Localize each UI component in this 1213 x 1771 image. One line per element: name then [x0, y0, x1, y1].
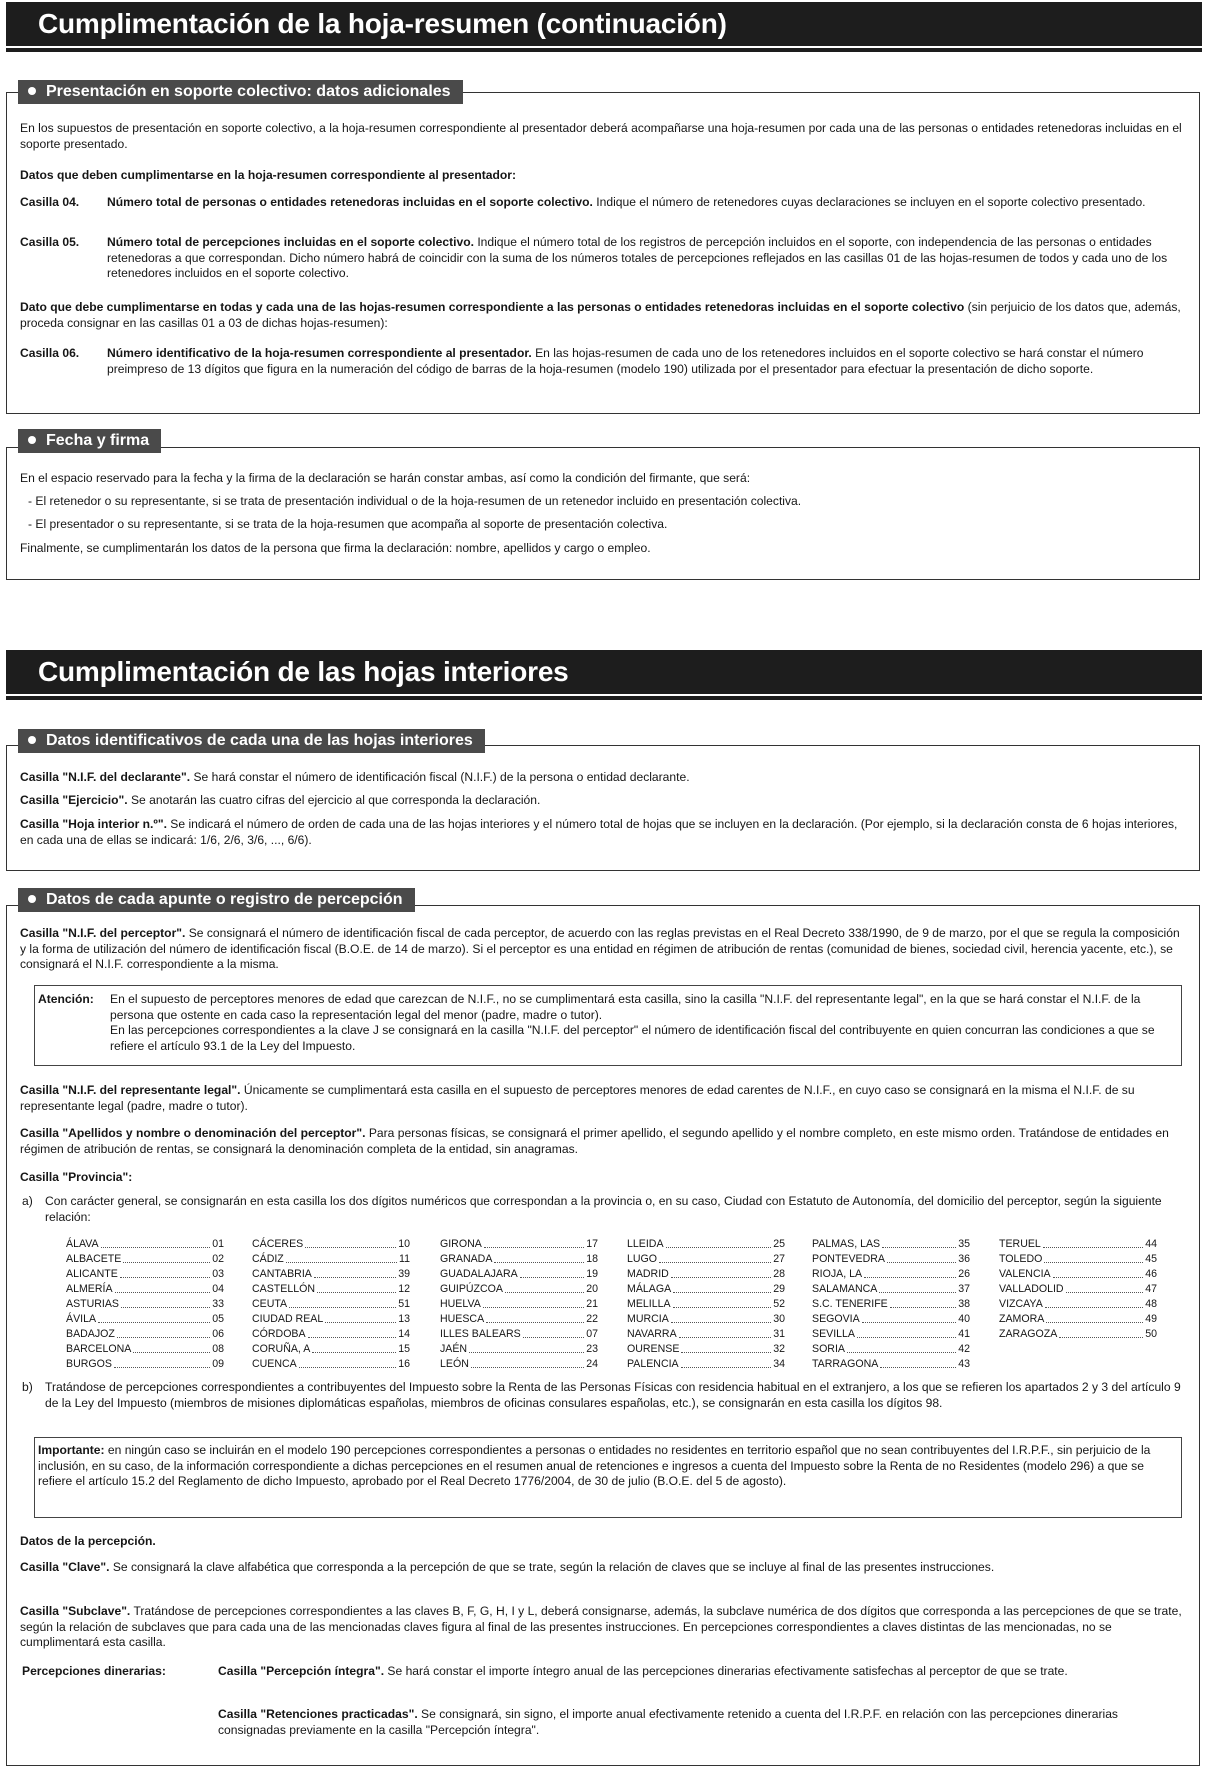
- province-name: GUIPÚZCOA: [440, 1283, 503, 1295]
- dot-leader: [115, 1282, 211, 1293]
- dot-leader: [286, 1252, 397, 1263]
- section-header-hoja-resumen: [6, 2, 1202, 46]
- province-code: 15: [398, 1343, 410, 1355]
- province-name: SORIA: [812, 1343, 845, 1355]
- dot-leader: [325, 1312, 396, 1323]
- province-code: 11: [399, 1253, 410, 1265]
- province-name: TARRAGONA: [812, 1358, 879, 1370]
- province-code: 30: [773, 1313, 785, 1325]
- dot-leader: [1043, 1237, 1143, 1248]
- province-code: 01: [212, 1238, 224, 1250]
- province-code: 25: [773, 1238, 785, 1250]
- province-row: [999, 1252, 1157, 1267]
- province-row: [66, 1252, 224, 1267]
- subsection-tag-label: Presentación en soporte colectivo: datos adicionales: [46, 83, 451, 100]
- province-code: 10: [398, 1238, 410, 1250]
- fecha-line-3: - El presentador o su representante, si se trata de la hoja-resumen que acompaña al soporte de presentación colectiva.: [28, 517, 668, 531]
- province-code: 34: [773, 1358, 785, 1370]
- dot-leader: [289, 1297, 396, 1308]
- casilla-06-desc: En las hojas-resumen de cada uno de los retenedores incluidos en el soporte colectivo se hará constar el número preimpreso de 13 dígitos que figura en la numeración del código de barras de la hoja-resumen (modelo 190) utilizada por el presentador para efectuar la presentación de dicho soporte.: [107, 346, 1144, 376]
- dot-leader: [117, 1327, 210, 1338]
- atencion-p2: En las percepciones correspondientes a la clave J se consignará en la casilla "N.I.F. del perceptor" el número de identificación fiscal del contribuyente en quien concurran las condiciones a que se refiere el artículo 93.1 de la Ley del Impuesto.: [110, 1023, 1155, 1053]
- dot-leader: [864, 1267, 956, 1278]
- province-row: [66, 1342, 224, 1357]
- province-code: 26: [958, 1268, 970, 1280]
- province-column-6: [999, 1237, 1157, 1342]
- section-title: Cumplimentación de las hojas interiores: [38, 656, 569, 687]
- province-name: BADAJOZ: [66, 1328, 115, 1340]
- casilla-percepcion-integra-title: Casilla "Percepción íntegra".: [218, 1664, 385, 1678]
- datos-percepcion-heading: Datos de la percepción.: [20, 1534, 156, 1548]
- province-code: 14: [398, 1328, 410, 1340]
- province-row: [627, 1357, 785, 1372]
- retenedoras-heading-bold: Dato que debe cumplimentarse en todas y cada una de las hojas-resumen correspondiente a las personas o entidades retenedoras incluidas en el soporte colectivo: [20, 300, 965, 314]
- casilla-clave-desc: Se consignará la clave alfabética que corresponda a la percepción de que se trate, según la relación de claves que se incluye al final de las presentes instrucciones.: [109, 1560, 995, 1574]
- dot-leader: [308, 1327, 397, 1338]
- dot-leader: [133, 1342, 210, 1353]
- province-name: PALENCIA: [627, 1358, 679, 1370]
- casilla-apellidos-title: Casilla "Apellidos y nombre o denominación del perceptor".: [20, 1126, 366, 1140]
- dot-leader: [857, 1327, 956, 1338]
- province-name: TERUEL: [999, 1238, 1041, 1250]
- province-name: CUENCA: [252, 1358, 297, 1370]
- percepciones-dinerarias-label: Percepciones dinerarias:: [22, 1664, 166, 1678]
- province-name: LLEIDA: [627, 1238, 664, 1250]
- dot-leader: [1059, 1327, 1143, 1338]
- province-row: [812, 1342, 970, 1357]
- casilla-nif-representante-title: Casilla "N.I.F. del representante legal".: [20, 1083, 241, 1097]
- province-name: OURENSE: [627, 1343, 680, 1355]
- province-row: [252, 1237, 410, 1252]
- province-row: [812, 1267, 970, 1282]
- province-row: [627, 1252, 785, 1267]
- province-name: CORUÑA, A: [252, 1343, 311, 1355]
- province-row: [440, 1282, 598, 1297]
- header-underline: [6, 696, 1202, 700]
- province-name: SALAMANCA: [812, 1283, 878, 1295]
- province-code: 31: [773, 1328, 785, 1340]
- dot-leader: [312, 1342, 396, 1353]
- dot-leader: [101, 1237, 211, 1248]
- casilla-05-desc: Indique el número total de los registros de percepción incluidos en el soporte, con independencia de las personas o entidades retenedoras a que correspondan. Dicho número habrá de coincidir con la suma de los números totales de percepciones reflejados en las casillas 01 de las hojas-resumen de todos y cada uno de los retenedores incluidos en el soporte colectivo.: [107, 235, 1168, 280]
- retenedoras-heading-text: (sin perjuicio de los datos que, además, proceda consignar en las casillas 01 a 03 de dichas hojas-resumen):: [20, 300, 1181, 330]
- province-code: 47: [1145, 1283, 1157, 1295]
- province-name: MÁLAGA: [627, 1283, 672, 1295]
- bullet-icon: [28, 736, 36, 744]
- province-row: [999, 1282, 1157, 1297]
- dot-leader: [114, 1357, 210, 1368]
- province-row: [252, 1357, 410, 1372]
- province-row: [999, 1237, 1157, 1252]
- casilla-04-title: Número total de personas o entidades retenedoras incluidas en el soporte colectivo.: [107, 195, 593, 209]
- province-code: 46: [1145, 1268, 1157, 1280]
- province-code: 51: [398, 1298, 410, 1310]
- bullet-icon: [28, 436, 36, 444]
- casilla-05-label: Casilla 05.: [20, 235, 80, 249]
- casilla-06-label: Casilla 06.: [20, 346, 80, 360]
- subsection-tag-label: Datos de cada apunte o registro de percepción: [46, 891, 403, 908]
- casilla-nif-perceptor: [20, 926, 1188, 973]
- casilla-04-text: [107, 195, 1185, 211]
- province-name: HUELVA: [440, 1298, 481, 1310]
- province-code: 29: [773, 1283, 785, 1295]
- dot-leader: [659, 1252, 771, 1263]
- province-row: [999, 1297, 1157, 1312]
- dot-leader: [887, 1252, 956, 1263]
- casilla-ejercicio: [20, 793, 540, 809]
- province-row: [440, 1267, 598, 1282]
- province-code: 13: [398, 1313, 410, 1325]
- casilla-04-desc: Indique el número de retenedores cuyas declaraciones se incluyen en el soporte colectivo presentado.: [592, 195, 1146, 209]
- provincia-b-label: b): [22, 1380, 33, 1394]
- province-name: ALICANTE: [66, 1268, 118, 1280]
- province-name: ÁVILA: [66, 1313, 97, 1325]
- province-name: JAÉN: [440, 1343, 468, 1355]
- casilla-subclave-desc: Tratándose de percepciones correspondientes a las claves B, F, G, H, I y L, deberá consignarse, además, la subclave numérica de dos dígitos que corresponda a las percepciones de que se trate, según la relación de subclaves que para cada una de las mencionadas claves figura al final de las presentes instrucciones. En percepciones correspondientes a claves distintas de las mencionadas, no se cumplimentará esta casilla.: [20, 1604, 1182, 1649]
- province-row: [440, 1297, 598, 1312]
- province-name: S.C. TENERIFE: [812, 1298, 888, 1310]
- dot-leader: [1066, 1282, 1144, 1293]
- casilla-nif-representante: [20, 1083, 1188, 1114]
- dot-leader: [862, 1312, 957, 1323]
- dot-leader: [484, 1237, 584, 1248]
- dot-leader: [494, 1252, 584, 1263]
- dot-leader: [98, 1312, 210, 1323]
- casilla-ejercicio-desc: Se anotarán las cuatro cifras del ejercicio al que corresponda la declaración.: [127, 793, 541, 807]
- province-code: 27: [773, 1253, 785, 1265]
- province-code: 28: [773, 1268, 785, 1280]
- dot-leader: [520, 1267, 584, 1278]
- atencion-label: Atención:: [38, 992, 94, 1006]
- province-row: [66, 1357, 224, 1372]
- province-code: 43: [958, 1358, 970, 1370]
- province-name: SEVILLA: [812, 1328, 855, 1340]
- fecha-line-2: - El retenedor o su representante, si se trata de presentación individual o de la hoja-resumen de un retenedor incluido en presentación colectiva.: [28, 494, 802, 508]
- dot-leader: [317, 1282, 396, 1293]
- province-name: GRANADA: [440, 1253, 493, 1265]
- province-row: [812, 1357, 970, 1372]
- province-code: 16: [398, 1358, 410, 1370]
- casilla-ejercicio-title: Casilla "Ejercicio".: [20, 793, 128, 807]
- importante-desc: en ningún caso se incluirán en el modelo 190 percepciones correspondientes a personas o entidades no residentes en territorio español que no sean contribuyentes del I.R.P.F., sin perjuicio de la inclusión, en su caso, de la información correspondiente a dichas percepciones en el resumen anual de retenciones e ingresos a cuenta del Impuesto sobre la Renta de no Residentes (modelo 296) a que se refiere el artículo 15.2 del Reglamento de dicho Impuesto, aprobado por el Real Decreto 1776/2004, de 30 de julio (B.O.E. del 5 de agosto).: [38, 1443, 1151, 1488]
- province-name: ALMERÍA: [66, 1283, 113, 1295]
- province-column-2: [252, 1237, 410, 1372]
- province-code: 41: [958, 1328, 970, 1340]
- province-row: [252, 1327, 410, 1342]
- province-name: ILLES BALEARS: [440, 1328, 521, 1340]
- dot-leader: [681, 1357, 772, 1368]
- province-row: [999, 1312, 1157, 1327]
- dot-leader: [471, 1357, 584, 1368]
- province-name: CASTELLÓN: [252, 1283, 315, 1295]
- province-name: CÁCERES: [252, 1238, 304, 1250]
- province-name: LEÓN: [440, 1358, 469, 1370]
- subsection-tag-datos-identificativos: [18, 729, 485, 753]
- subsection-tag-datos-apunte: [18, 888, 415, 912]
- province-code: 49: [1145, 1313, 1157, 1325]
- casilla-05-title: Número total de percepciones incluidas en el soporte colectivo.: [107, 235, 474, 249]
- dot-leader: [880, 1357, 956, 1368]
- province-code: 08: [212, 1343, 224, 1355]
- casilla-percepcion-integra: [218, 1664, 1186, 1680]
- province-code: 03: [212, 1268, 224, 1280]
- subsection-tag-label: Datos identificativos de cada una de las hojas interiores: [46, 732, 473, 749]
- province-row: [440, 1312, 598, 1327]
- presentador-heading: Datos que deben cumplimentarse en la hoja-resumen correspondiente al presentador:: [20, 168, 516, 182]
- province-column-3: [440, 1237, 598, 1372]
- province-row: [999, 1327, 1157, 1342]
- dot-leader: [1045, 1297, 1143, 1308]
- province-row: [252, 1342, 410, 1357]
- province-name: PALMAS, LAS: [812, 1238, 881, 1250]
- dot-leader: [681, 1342, 771, 1353]
- province-code: 07: [586, 1328, 598, 1340]
- province-code: 36: [958, 1253, 970, 1265]
- province-name: CEUTA: [252, 1298, 288, 1310]
- casilla-retenciones-title: Casilla "Retenciones practicadas".: [218, 1707, 418, 1721]
- casilla-nif-declarante: [20, 770, 690, 786]
- province-name: CIUDAD REAL: [252, 1313, 324, 1325]
- dot-leader: [671, 1267, 771, 1278]
- province-code: 33: [212, 1298, 224, 1310]
- casilla-percepcion-integra-desc: Se hará constar el importe íntegro anual de las percepciones dinerarias efectivamente satisfechas al perceptor de que se trate.: [384, 1664, 1068, 1678]
- header-underline: [6, 48, 1202, 52]
- province-column-5: [812, 1237, 970, 1372]
- province-name: BURGOS: [66, 1358, 112, 1370]
- casilla-apellidos-desc: Para personas físicas, se consignará el primer apellido, el segundo apellido y el nombre completo, en este mismo orden. Tratándose de entidades en régimen de atribución de rentas, se consignará la denominación completa de la entidad, sin anagramas.: [20, 1126, 1169, 1156]
- province-name: HUESCA: [440, 1313, 485, 1325]
- province-name: ASTURIAS: [66, 1298, 119, 1310]
- provincia-b-text: Tratándose de percepciones correspondientes a contribuyentes del Impuesto sobre la Renta de las Personas Físicas con residencia habitual en el extranjero, a los que se refieren los apartados 2 y 3 del artículo 9 de la Ley del Impuesto (miembros de misiones diplomáticas españolas, miembros de oficinas consulares españolas, etc.), se consignarán en esta casilla los dígitos 98.: [45, 1380, 1181, 1410]
- province-row: [440, 1342, 598, 1357]
- province-row: [66, 1267, 224, 1282]
- province-row: [627, 1342, 785, 1357]
- fecha-line-4: Finalmente, se cumplimentarán los datos de la persona que firma la declaración: nombre, apellidos y cargo o empleo.: [20, 541, 651, 555]
- dot-leader: [879, 1282, 956, 1293]
- casilla-05-text: [107, 235, 1185, 282]
- province-name: PONTEVEDRA: [812, 1253, 885, 1265]
- casilla-clave: [20, 1560, 1188, 1576]
- province-row: [627, 1312, 785, 1327]
- province-name: SEGOVIA: [812, 1313, 860, 1325]
- province-code: 39: [398, 1268, 410, 1280]
- province-code: 20: [586, 1283, 598, 1295]
- province-name: CÓRDOBA: [252, 1328, 306, 1340]
- dot-leader: [299, 1357, 396, 1368]
- dot-leader: [469, 1342, 584, 1353]
- province-row: [812, 1297, 970, 1312]
- province-code: 32: [773, 1343, 785, 1355]
- section-header-hojas-interiores: [6, 650, 1202, 694]
- province-name: BARCELONA: [66, 1343, 132, 1355]
- casilla-apellidos: [20, 1126, 1188, 1157]
- dot-leader: [314, 1267, 396, 1278]
- province-code: 45: [1145, 1253, 1157, 1265]
- province-name: VALLADOLID: [999, 1283, 1064, 1295]
- dot-leader: [847, 1342, 956, 1353]
- province-code: 24: [586, 1358, 598, 1370]
- casilla-nif-declarante-title: Casilla "N.I.F. del declarante".: [20, 770, 191, 784]
- province-name: MELILLA: [627, 1298, 671, 1310]
- dot-leader: [121, 1297, 210, 1308]
- province-row: [66, 1312, 224, 1327]
- province-row: [999, 1267, 1157, 1282]
- intro-text: En los supuestos de presentación en soporte colectivo, a la hoja-resumen correspondiente al presentador deberá acompañarse una hoja-resumen por cada una de las personas o entidades retenedoras incluidas en el soporte presentado.: [20, 121, 1182, 151]
- casilla-06-text: [107, 346, 1185, 377]
- casilla-retenciones-desc: Se consignará, sin signo, el importe anual efectivamente retenido a cuenta del I.R.P.F. en relación con las percepciones dinerarias consignadas previamente en la casilla "Percepción íntegra".: [218, 1707, 1118, 1737]
- province-code: 23: [586, 1343, 598, 1355]
- province-row: [252, 1297, 410, 1312]
- province-row: [252, 1252, 410, 1267]
- atencion-p1: En el supuesto de perceptores menores de edad que carezcan de N.I.F., no se cumplimentará esta casilla, sino la casilla "N.I.F. del representante legal", en la que se hará constar el N.I.F. de la persona que ostente en cada caso la representación legal del menor (padre, madre o tutor).: [110, 992, 1141, 1022]
- casilla-hoja-interior-desc: Se indicará el número de orden de cada una de las hojas interiores y el número total de hojas que se incluyen en la declaración. (Por ejemplo, si la declaración consta de 6 hojas interiores, en cada una de ellas se indicará: 1/6, 2/6, 3/6, ..., 6/6).: [20, 817, 1178, 847]
- province-row: [252, 1282, 410, 1297]
- province-name: ZARAGOZA: [999, 1328, 1058, 1340]
- province-name: RIOJA, LA: [812, 1268, 863, 1280]
- casilla-retenciones: [218, 1707, 1186, 1738]
- dot-leader: [1053, 1267, 1144, 1278]
- dot-leader: [1046, 1312, 1143, 1323]
- province-row: [812, 1237, 970, 1252]
- casilla-hoja-interior: [20, 817, 1188, 848]
- retenedoras-heading: [20, 300, 1185, 331]
- bullet-icon: [28, 87, 36, 95]
- province-code: 12: [398, 1283, 410, 1295]
- province-code: 38: [958, 1298, 970, 1310]
- fecha-line-1: En el espacio reservado para la fecha y la firma de la declaración se harán constar ambas, así como la condición del firmante, que será:: [20, 471, 751, 485]
- importante-label: Importante:: [38, 1443, 105, 1457]
- casilla-subclave: [20, 1604, 1188, 1651]
- subsection-tag-fecha-firma: [18, 429, 161, 453]
- province-name: CÁDIZ: [252, 1253, 284, 1265]
- province-code: 02: [212, 1253, 224, 1265]
- province-code: 48: [1145, 1298, 1157, 1310]
- province-name: MURCIA: [627, 1313, 669, 1325]
- province-name: MADRID: [627, 1268, 669, 1280]
- province-name: LUGO: [627, 1253, 658, 1265]
- province-code: 06: [212, 1328, 224, 1340]
- dot-leader: [890, 1297, 956, 1308]
- dot-leader: [483, 1297, 584, 1308]
- section-title: Cumplimentación de la hoja-resumen (continuación): [38, 8, 727, 39]
- casilla-hoja-interior-title: Casilla "Hoja interior n.º".: [20, 817, 167, 831]
- dot-leader: [120, 1267, 210, 1278]
- dot-leader: [671, 1312, 771, 1323]
- casilla-provincia-heading: Casilla "Provincia":: [20, 1170, 133, 1184]
- casilla-nif-declarante-desc: Se hará constar el número de identificación fiscal (N.I.F.) de la persona o entidad declarante.: [190, 770, 690, 784]
- province-code: 44: [1145, 1238, 1157, 1250]
- provincia-a-label: a): [22, 1194, 33, 1208]
- province-name: GIRONA: [440, 1238, 482, 1250]
- province-column-1: [66, 1237, 224, 1372]
- province-name: CANTABRIA: [252, 1268, 312, 1280]
- box-fecha-firma: [6, 447, 1200, 580]
- importante-text: [38, 1443, 1176, 1490]
- province-code: 50: [1145, 1328, 1157, 1340]
- dot-leader: [666, 1237, 772, 1248]
- province-code: 05: [212, 1313, 224, 1325]
- provincia-a-text: Con carácter general, se consignarán en esta casilla los dos dígitos numéricos que correspondan a la provincia o, en su caso, Ciudad con Estatuto de Autonomía, del domicilio del perceptor, según la siguiente relación:: [45, 1194, 1162, 1224]
- casilla-04-label: Casilla 04.: [20, 195, 80, 209]
- province-code: 35: [958, 1238, 970, 1250]
- province-name: ALBACETE: [66, 1253, 122, 1265]
- province-code: 21: [586, 1298, 598, 1310]
- casilla-nif-perceptor-title: Casilla "N.I.F. del perceptor".: [20, 926, 186, 940]
- dot-leader: [523, 1327, 585, 1338]
- province-code: 19: [586, 1268, 598, 1280]
- province-name: GUADALAJARA: [440, 1268, 518, 1280]
- province-code: 22: [586, 1313, 598, 1325]
- province-row: [440, 1327, 598, 1342]
- dot-leader: [673, 1282, 771, 1293]
- province-name: VALENCIA: [999, 1268, 1051, 1280]
- province-code: 17: [586, 1238, 598, 1250]
- province-code: 09: [212, 1358, 224, 1370]
- province-name: ZAMORA: [999, 1313, 1045, 1325]
- casilla-06-title: Número identificativo de la hoja-resumen correspondiente al presentador.: [107, 346, 532, 360]
- province-name: VIZCAYA: [999, 1298, 1043, 1310]
- casilla-subclave-title: Casilla "Subclave".: [20, 1604, 131, 1618]
- dot-leader: [882, 1237, 956, 1248]
- province-column-4: [627, 1237, 785, 1372]
- province-name: NAVARRA: [627, 1328, 677, 1340]
- casilla-nif-perceptor-desc: Se consignará el número de identificación fiscal de cada perceptor, de acuerdo con las reglas previstas en el Real Decreto 338/1990, de 9 de marzo, por el que se regula la composición y la forma de utilización del número de identificación fiscal (B.O.E. de 14 de marzo). Si el perceptor es una entidad en régimen de atribución de rentas (comunidad de bienes, sociedad civil, herencia yacente, etc.), se consignará el N.I.F. correspondiente a la misma.: [20, 926, 1180, 971]
- province-code: 40: [958, 1313, 970, 1325]
- province-code: 52: [773, 1298, 785, 1310]
- province-row: [440, 1237, 598, 1252]
- province-row: [66, 1297, 224, 1312]
- dot-leader: [505, 1282, 584, 1293]
- province-row: [627, 1297, 785, 1312]
- province-code: 18: [586, 1253, 598, 1265]
- province-row: [627, 1282, 785, 1297]
- province-code: 04: [212, 1283, 224, 1295]
- subsection-tag-soporte-colectivo: [18, 80, 463, 104]
- bullet-icon: [28, 895, 36, 903]
- province-row: [812, 1282, 970, 1297]
- dot-leader: [1044, 1252, 1143, 1263]
- dot-leader: [673, 1297, 772, 1308]
- province-row: [252, 1312, 410, 1327]
- subsection-tag-label: Fecha y firma: [46, 432, 150, 449]
- province-row: [627, 1327, 785, 1342]
- province-name: TOLEDO: [999, 1253, 1043, 1265]
- province-row: [627, 1267, 785, 1282]
- province-row: [812, 1252, 970, 1267]
- dot-leader: [486, 1312, 584, 1323]
- province-row: [440, 1357, 598, 1372]
- province-row: [66, 1237, 224, 1252]
- dot-leader: [679, 1327, 772, 1338]
- province-row: [252, 1267, 410, 1282]
- province-row: [627, 1237, 785, 1252]
- casilla-nif-representante-desc: Únicamente se cumplimentará esta casilla en el supuesto de perceptores menores de edad carentes de N.I.F., en cuyo caso se consignará en la misma el N.I.F. de su representante legal (padre, madre o tutor).: [20, 1083, 1135, 1113]
- province-code: 42: [958, 1343, 970, 1355]
- province-row: [66, 1282, 224, 1297]
- province-code: 37: [958, 1283, 970, 1295]
- dot-leader: [123, 1252, 210, 1263]
- province-name: ÁLAVA: [66, 1238, 99, 1250]
- province-row: [440, 1252, 598, 1267]
- dot-leader: [305, 1237, 396, 1248]
- province-row: [812, 1327, 970, 1342]
- casilla-clave-title: Casilla "Clave".: [20, 1560, 110, 1574]
- province-row: [812, 1312, 970, 1327]
- province-row: [66, 1327, 224, 1342]
